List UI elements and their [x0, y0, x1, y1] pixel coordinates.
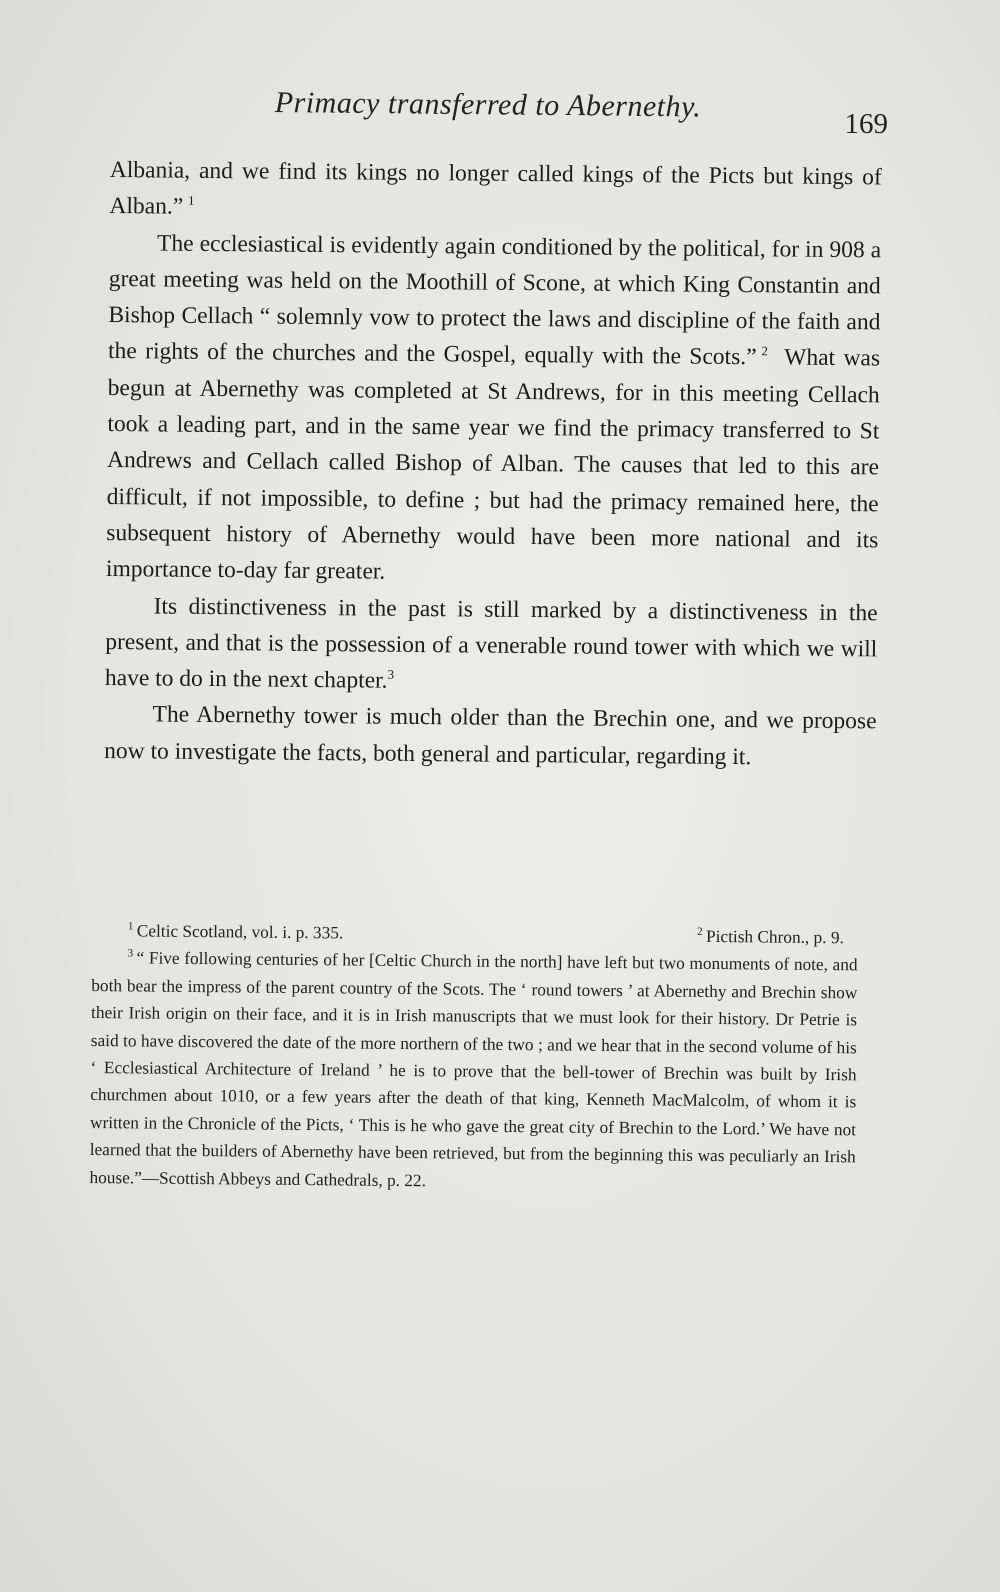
- footnote-3-number: 3: [127, 947, 134, 960]
- paragraph-2: [106, 225, 881, 595]
- paragraph-4-text: The Abernethy tower is much older than the Brechin one, and we propose now to investigate the facts, both general and particular, regarding it.: [104, 701, 877, 770]
- footnote-2-text: Pictish Chron., p. 9.: [705, 926, 844, 948]
- footnote-1: [128, 917, 344, 946]
- paragraph-2-text-a: The ecclesiastical is evidently again conditioned by the political, for in 908 a great meeting was held on the Moothill of Scone, at which King Constantin and Bishop Cellach “ solemnly vow to protect the laws and discipline of the faith and the rights of the churches and the Gospel, equally with the Scots.”: [107, 230, 882, 371]
- footnote-1-text: Celtic Scotland, vol. i. p. 335.: [136, 921, 344, 943]
- paragraph-1-text: Albania, and we find its kings no longer called kings of the Picts but kings of Alban.”: [109, 156, 882, 221]
- footnote-ref-3: 3: [387, 666, 395, 682]
- paragraph-2-text-b: What was begun at Abernethy was completed at St Andrews, for in this meeting Cellach took a leading part, and in the same year we find the primacy transferred to St Andrews and Cellach called Bishop of Alban. The causes that led to this are difficult, if not impossible, to define ; but had the primacy remained here, the subsequent history of Abernethy would have been more national and its importance to-day far greater.: [105, 344, 881, 585]
- footnote-2: [697, 923, 844, 952]
- footnote-3-text: “ Five following centuries of her [Celtic Church in the north] have left but two monuments of note, and both bear the impress of the parent country of the Scots. The ‘ round towers ’ at Abernethy and Brechin show their Irish origin on their face, and it is in Irish manuscripts that we must look for their history. Dr Petrie is said to have discovered the date of the more northern of the two ; and we hear that in the second volume of his ‘ Ecclesiastical Architecture of Ireland ’ he is to prove that the bell-tower of Brechin was built by Irish churchmen about 1010, or a few years after the death of that king, Kenneth MacMalcolm, of whom it is written in the Chronicle of the Picts, ‘ This is he who gave the great city of Brechin to the Lord.’ We have not learned that the builders of Abernethy have been retrieved, but from the beginning this was peculiarly an Irish house.”—Scottish Abbeys and Cathedrals, p. 22.: [89, 948, 858, 1190]
- footnote-ref-1: 1: [187, 193, 195, 209]
- page-number: 169: [844, 108, 888, 140]
- paragraph-1: [109, 152, 882, 232]
- footnote-2-number: 2: [697, 925, 703, 938]
- paragraph-3: [105, 588, 878, 704]
- running-title: Primacy transferred to Abernethy.: [274, 86, 702, 124]
- paragraph-3-text: Its distinctiveness in the past is still marked by a distinctiveness in the present, and that is the possession of a venerable round tower with which we will have to do in the next chapter.: [104, 593, 878, 694]
- footnote-3: [89, 944, 857, 1198]
- footnote-1-number: 1: [127, 920, 134, 933]
- page-header: [120, 86, 890, 140]
- paragraph-4: [104, 696, 877, 776]
- body-text: [104, 152, 882, 776]
- footnotes: [89, 917, 858, 1198]
- footnote-ref-2: 2: [761, 343, 768, 359]
